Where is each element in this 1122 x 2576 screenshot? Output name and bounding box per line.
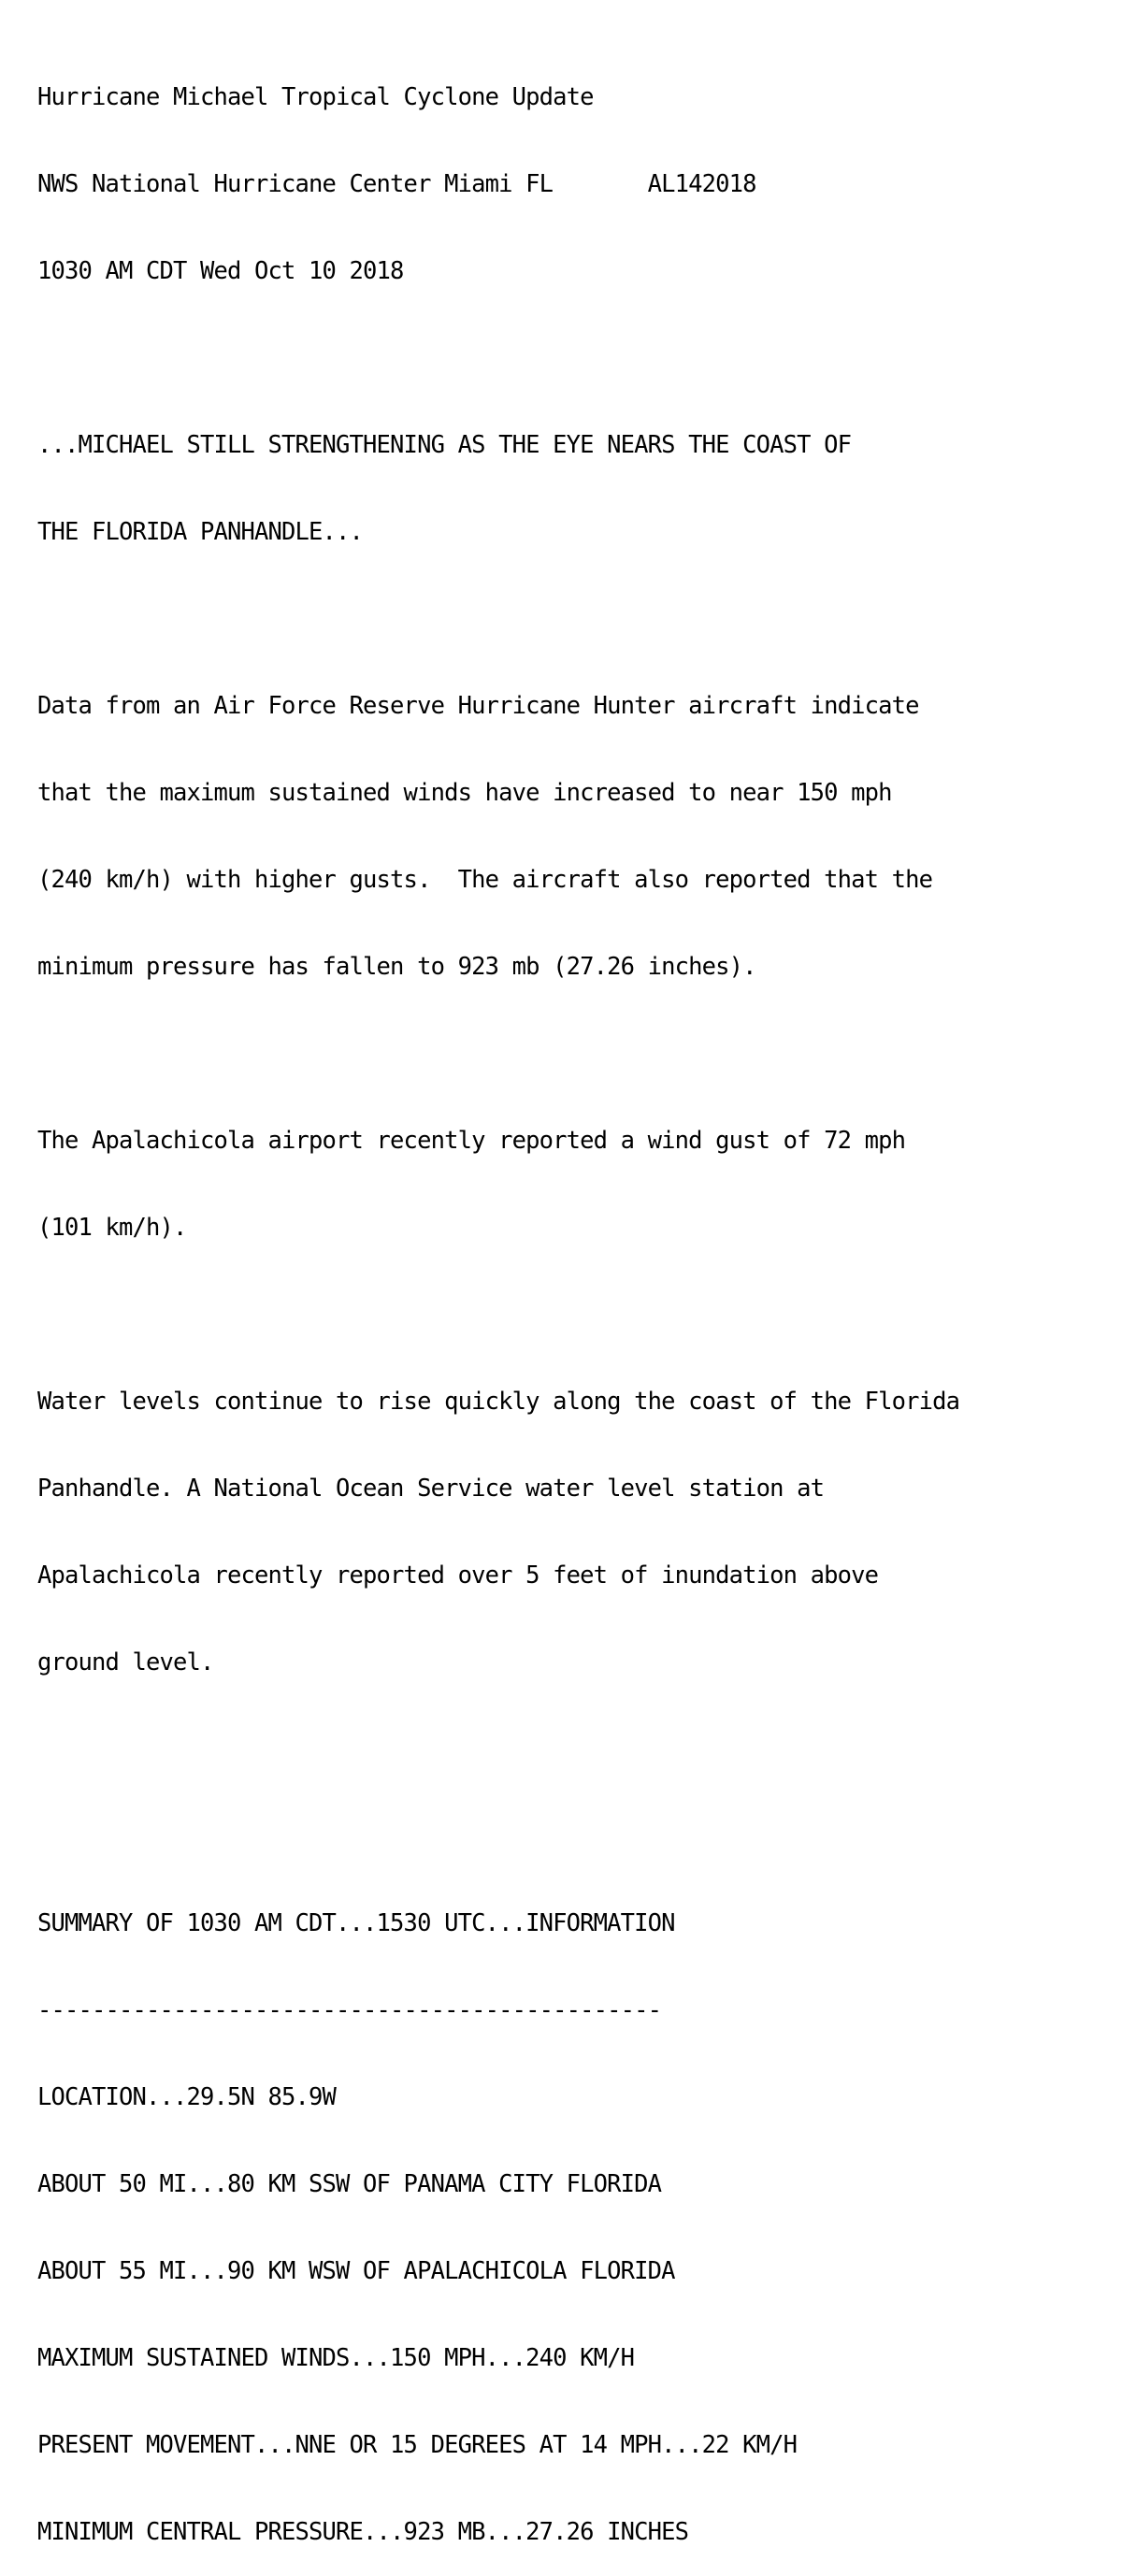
paragraph-line: (240 km/h) with higher gusts. The aircraft also reported that the: [37, 866, 933, 894]
paragraph-line: Water levels continue to rise quickly along the coast of the Florida: [37, 1388, 960, 1416]
summary-distance-apalachicola: ABOUT 55 MI...90 KM WSW OF APALACHICOLA FLORIDA: [37, 2257, 675, 2285]
summary-movement: PRESENT MOVEMENT...NNE OR 15 DEGREES AT 14 MPH...22 KM/H: [37, 2431, 798, 2459]
spacer: [37, 1822, 959, 1851]
advisory-title: Hurricane Michael Tropical Cyclone Update: [37, 83, 594, 111]
advisory-text: [37, 25, 959, 2576]
paragraph-line: minimum pressure has fallen to 923 mb (27.26 inches).: [37, 953, 756, 981]
office-name: NWS National Hurricane Center Miami FL: [37, 170, 554, 198]
spacer: [37, 605, 959, 634]
summary-distance-panama-city: ABOUT 50 MI...80 KM SSW OF PANAMA CITY FLORIDA: [37, 2170, 662, 2198]
spacer: [37, 344, 959, 373]
paragraph-line: Panhandle. A National Ocean Service water level station at: [37, 1475, 825, 1503]
summary-rule: ----------------------------------------------: [37, 1996, 662, 2024]
paragraph-line: Data from an Air Force Reserve Hurricane Hunter aircraft indicate: [37, 692, 919, 720]
spacer: [37, 1040, 959, 1069]
storm-id: AL142018: [647, 170, 756, 198]
headline-line: ...MICHAEL STILL STRENGTHENING AS THE EYE NEARS THE COAST OF: [37, 431, 852, 459]
summary-heading: SUMMARY OF 1030 AM CDT...1530 UTC...INFORMATION: [37, 1909, 675, 1937]
paragraph-line: The Apalachicola airport recently reported a wind gust of 72 mph: [37, 1127, 906, 1155]
paragraph-line: that the maximum sustained winds have increased to near 150 mph: [37, 779, 892, 807]
paragraph-line: Apalachicola recently reported over 5 feet of inundation above: [37, 1561, 879, 1590]
paragraph-line: (101 km/h).: [37, 1214, 187, 1242]
summary-location: LOCATION...29.5N 85.9W: [37, 2083, 337, 2111]
issue-time: 1030 AM CDT Wed Oct 10 2018: [37, 257, 404, 285]
spacer: [37, 1301, 959, 1330]
paragraph-line: ground level.: [37, 1648, 214, 1677]
spacer: [37, 1735, 959, 1764]
office-line: [37, 170, 959, 199]
summary-pressure: MINIMUM CENTRAL PRESSURE...923 MB...27.26 INCHES: [37, 2518, 689, 2546]
summary-max-winds: MAXIMUM SUSTAINED WINDS...150 MPH...240 KM/H: [37, 2344, 635, 2372]
headline-line: THE FLORIDA PANHANDLE...: [37, 518, 364, 546]
